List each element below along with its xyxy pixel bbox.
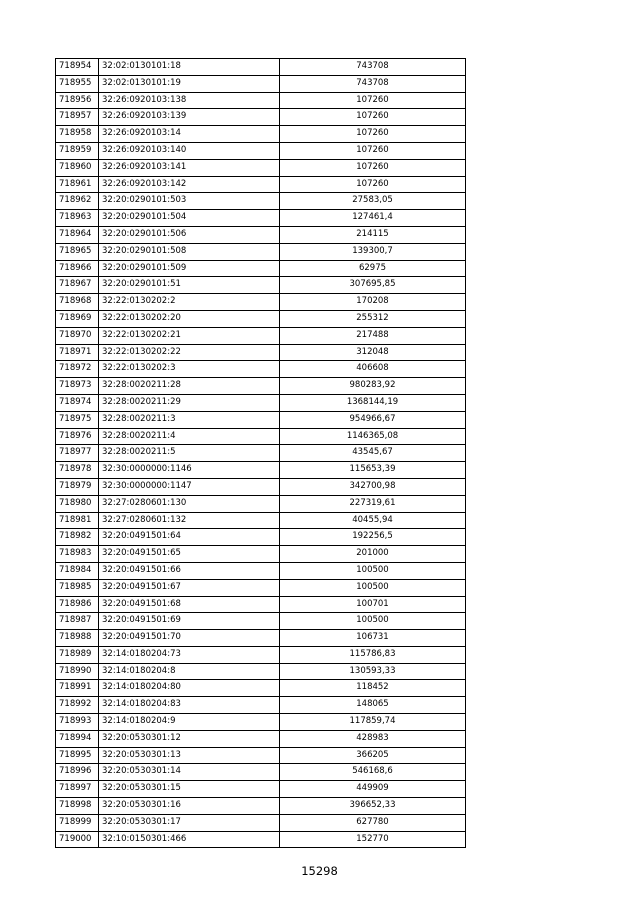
table-row [56,445,466,462]
cadastral-number-cell: 32:14:0180204:80 [99,680,280,697]
row-id-cell: 718956 [56,92,99,109]
table-row [56,59,466,76]
value-cell: 255312 [280,310,466,327]
row-id-cell: 718991 [56,680,99,697]
cadastral-number-cell: 32:30:0000000:1147 [99,478,280,495]
value-cell: 342700,98 [280,478,466,495]
cadastral-number-cell: 32:26:0920103:140 [99,142,280,159]
cadastral-number-cell: 32:20:0290101:509 [99,260,280,277]
value-cell: 227319,61 [280,495,466,512]
value-cell: 107260 [280,109,466,126]
page-number: 15298 [301,864,338,878]
table-row [56,529,466,546]
value-cell: 62975 [280,260,466,277]
table-row [56,478,466,495]
table-row [56,327,466,344]
table-body [56,59,466,848]
table-row [56,109,466,126]
table-row [56,193,466,210]
table-row [56,361,466,378]
cadastral-number-cell: 32:20:0290101:503 [99,193,280,210]
table-row [56,310,466,327]
cadastral-number-cell: 32:28:0020211:5 [99,445,280,462]
cadastral-number-cell: 32:14:0180204:8 [99,663,280,680]
table-row [56,579,466,596]
table-row [56,210,466,227]
row-id-cell: 718975 [56,411,99,428]
row-id-cell: 718955 [56,75,99,92]
cadastral-number-cell: 32:22:0130202:21 [99,327,280,344]
value-cell: 107260 [280,176,466,193]
table-row [56,714,466,731]
row-id-cell: 718984 [56,562,99,579]
value-cell: 100500 [280,579,466,596]
value-cell: 307695,85 [280,277,466,294]
table-row [56,142,466,159]
row-id-cell: 718982 [56,529,99,546]
row-id-cell: 718967 [56,277,99,294]
cadastral-number-cell: 32:02:0130101:18 [99,59,280,76]
table-row [56,378,466,395]
table-row [56,394,466,411]
cadastral-number-cell: 32:20:0290101:506 [99,226,280,243]
cadastral-number-cell: 32:22:0130202:3 [99,361,280,378]
row-id-cell: 718961 [56,176,99,193]
row-id-cell: 718973 [56,378,99,395]
value-cell: 107260 [280,159,466,176]
cadastral-number-cell: 32:20:0491501:64 [99,529,280,546]
value-cell: 312048 [280,344,466,361]
row-id-cell: 719000 [56,831,99,848]
value-cell: 743708 [280,59,466,76]
table-row [56,277,466,294]
cadastral-number-cell: 32:20:0290101:504 [99,210,280,227]
cadastral-number-cell: 32:22:0130202:20 [99,310,280,327]
cadastral-number-cell: 32:14:0180204:83 [99,697,280,714]
value-cell: 106731 [280,630,466,647]
value-cell: 217488 [280,327,466,344]
table-row [56,243,466,260]
value-cell: 396652,33 [280,798,466,815]
table-row [56,764,466,781]
row-id-cell: 718966 [56,260,99,277]
cadastral-number-cell: 32:20:0530301:16 [99,798,280,815]
cadastral-number-cell: 32:20:0290101:51 [99,277,280,294]
row-id-cell: 718992 [56,697,99,714]
cadastral-number-cell: 32:26:0920103:139 [99,109,280,126]
cadastral-number-cell: 32:22:0130202:22 [99,344,280,361]
table-row [56,92,466,109]
cadastral-number-cell: 32:20:0491501:66 [99,562,280,579]
row-id-cell: 718965 [56,243,99,260]
value-cell: 366205 [280,747,466,764]
value-cell: 406608 [280,361,466,378]
row-id-cell: 718979 [56,478,99,495]
value-cell: 139300,7 [280,243,466,260]
row-id-cell: 718959 [56,142,99,159]
row-id-cell: 718998 [56,798,99,815]
value-cell: 115653,39 [280,462,466,479]
table-row [56,730,466,747]
row-id-cell: 718963 [56,210,99,227]
value-cell: 27583,05 [280,193,466,210]
cadastral-number-cell: 32:20:0491501:67 [99,579,280,596]
table-row [56,646,466,663]
value-cell: 152770 [280,831,466,848]
cadastral-number-cell: 32:28:0020211:28 [99,378,280,395]
row-id-cell: 718977 [56,445,99,462]
cadastral-number-cell: 32:22:0130202:2 [99,294,280,311]
value-cell: 449909 [280,781,466,798]
registry-table [55,58,466,848]
value-cell: 100500 [280,562,466,579]
value-cell: 118452 [280,680,466,697]
cadastral-number-cell: 32:20:0530301:17 [99,814,280,831]
table-row [56,75,466,92]
table-row [56,747,466,764]
row-id-cell: 718970 [56,327,99,344]
table-row [56,294,466,311]
row-id-cell: 718994 [56,730,99,747]
row-id-cell: 718990 [56,663,99,680]
value-cell: 201000 [280,546,466,563]
cadastral-number-cell: 32:20:0530301:13 [99,747,280,764]
row-id-cell: 718996 [56,764,99,781]
table-row [56,663,466,680]
table-row [56,512,466,529]
value-cell: 115786,83 [280,646,466,663]
value-cell: 130593,33 [280,663,466,680]
cadastral-number-cell: 32:26:0920103:138 [99,92,280,109]
value-cell: 107260 [280,126,466,143]
cadastral-number-cell: 32:30:0000000:1146 [99,462,280,479]
row-id-cell: 718981 [56,512,99,529]
value-cell: 170208 [280,294,466,311]
table-row [56,495,466,512]
row-id-cell: 718972 [56,361,99,378]
row-id-cell: 718960 [56,159,99,176]
row-id-cell: 718974 [56,394,99,411]
table-row [56,428,466,445]
row-id-cell: 718969 [56,310,99,327]
table-row [56,613,466,630]
table-row [56,697,466,714]
value-cell: 1146365,08 [280,428,466,445]
cadastral-number-cell: 32:14:0180204:73 [99,646,280,663]
value-cell: 980283,92 [280,378,466,395]
row-id-cell: 718995 [56,747,99,764]
value-cell: 954966,67 [280,411,466,428]
cadastral-number-cell: 32:02:0130101:19 [99,75,280,92]
table-row [56,781,466,798]
table-row [56,630,466,647]
row-id-cell: 718997 [56,781,99,798]
table-row [56,462,466,479]
row-id-cell: 718989 [56,646,99,663]
value-cell: 43545,67 [280,445,466,462]
cadastral-number-cell: 32:28:0020211:4 [99,428,280,445]
row-id-cell: 718985 [56,579,99,596]
value-cell: 214115 [280,226,466,243]
table-row [56,260,466,277]
cadastral-number-cell: 32:20:0530301:12 [99,730,280,747]
row-id-cell: 718954 [56,59,99,76]
value-cell: 148065 [280,697,466,714]
value-cell: 743708 [280,75,466,92]
value-cell: 1368144,19 [280,394,466,411]
cadastral-number-cell: 32:20:0530301:15 [99,781,280,798]
value-cell: 627780 [280,814,466,831]
value-cell: 40455,94 [280,512,466,529]
cadastral-number-cell: 32:20:0491501:69 [99,613,280,630]
row-id-cell: 718980 [56,495,99,512]
row-id-cell: 718993 [56,714,99,731]
cadastral-number-cell: 32:28:0020211:29 [99,394,280,411]
value-cell: 192256,5 [280,529,466,546]
value-cell: 107260 [280,142,466,159]
row-id-cell: 718958 [56,126,99,143]
table-row [56,344,466,361]
cadastral-number-cell: 32:20:0491501:65 [99,546,280,563]
row-id-cell: 718971 [56,344,99,361]
value-cell: 428983 [280,730,466,747]
cadastral-number-cell: 32:26:0920103:141 [99,159,280,176]
row-id-cell: 718986 [56,596,99,613]
cadastral-number-cell: 32:20:0530301:14 [99,764,280,781]
cadastral-number-cell: 32:20:0491501:70 [99,630,280,647]
cadastral-number-cell: 32:28:0020211:3 [99,411,280,428]
table-row [56,126,466,143]
table-row [56,159,466,176]
row-id-cell: 718987 [56,613,99,630]
cadastral-number-cell: 32:26:0920103:142 [99,176,280,193]
row-id-cell: 718957 [56,109,99,126]
row-id-cell: 718983 [56,546,99,563]
row-id-cell: 718968 [56,294,99,311]
cadastral-number-cell: 32:20:0491501:68 [99,596,280,613]
cadastral-number-cell: 32:14:0180204:9 [99,714,280,731]
table-row [56,562,466,579]
table-row [56,798,466,815]
value-cell: 107260 [280,92,466,109]
value-cell: 117859,74 [280,714,466,731]
table-row [56,680,466,697]
cadastral-number-cell: 32:20:0290101:508 [99,243,280,260]
table-row [56,226,466,243]
value-cell: 127461,4 [280,210,466,227]
table-row [56,546,466,563]
cadastral-number-cell: 32:27:0280601:130 [99,495,280,512]
row-id-cell: 718962 [56,193,99,210]
row-id-cell: 718988 [56,630,99,647]
value-cell: 100701 [280,596,466,613]
row-id-cell: 718976 [56,428,99,445]
value-cell: 546168,6 [280,764,466,781]
table-row [56,831,466,848]
cadastral-number-cell: 32:26:0920103:14 [99,126,280,143]
cadastral-number-cell: 32:27:0280601:132 [99,512,280,529]
cadastral-number-cell: 32:10:0150301:466 [99,831,280,848]
table-row [56,814,466,831]
table-row [56,596,466,613]
table-row [56,176,466,193]
row-id-cell: 718964 [56,226,99,243]
row-id-cell: 718999 [56,814,99,831]
row-id-cell: 718978 [56,462,99,479]
table-row [56,411,466,428]
value-cell: 100500 [280,613,466,630]
